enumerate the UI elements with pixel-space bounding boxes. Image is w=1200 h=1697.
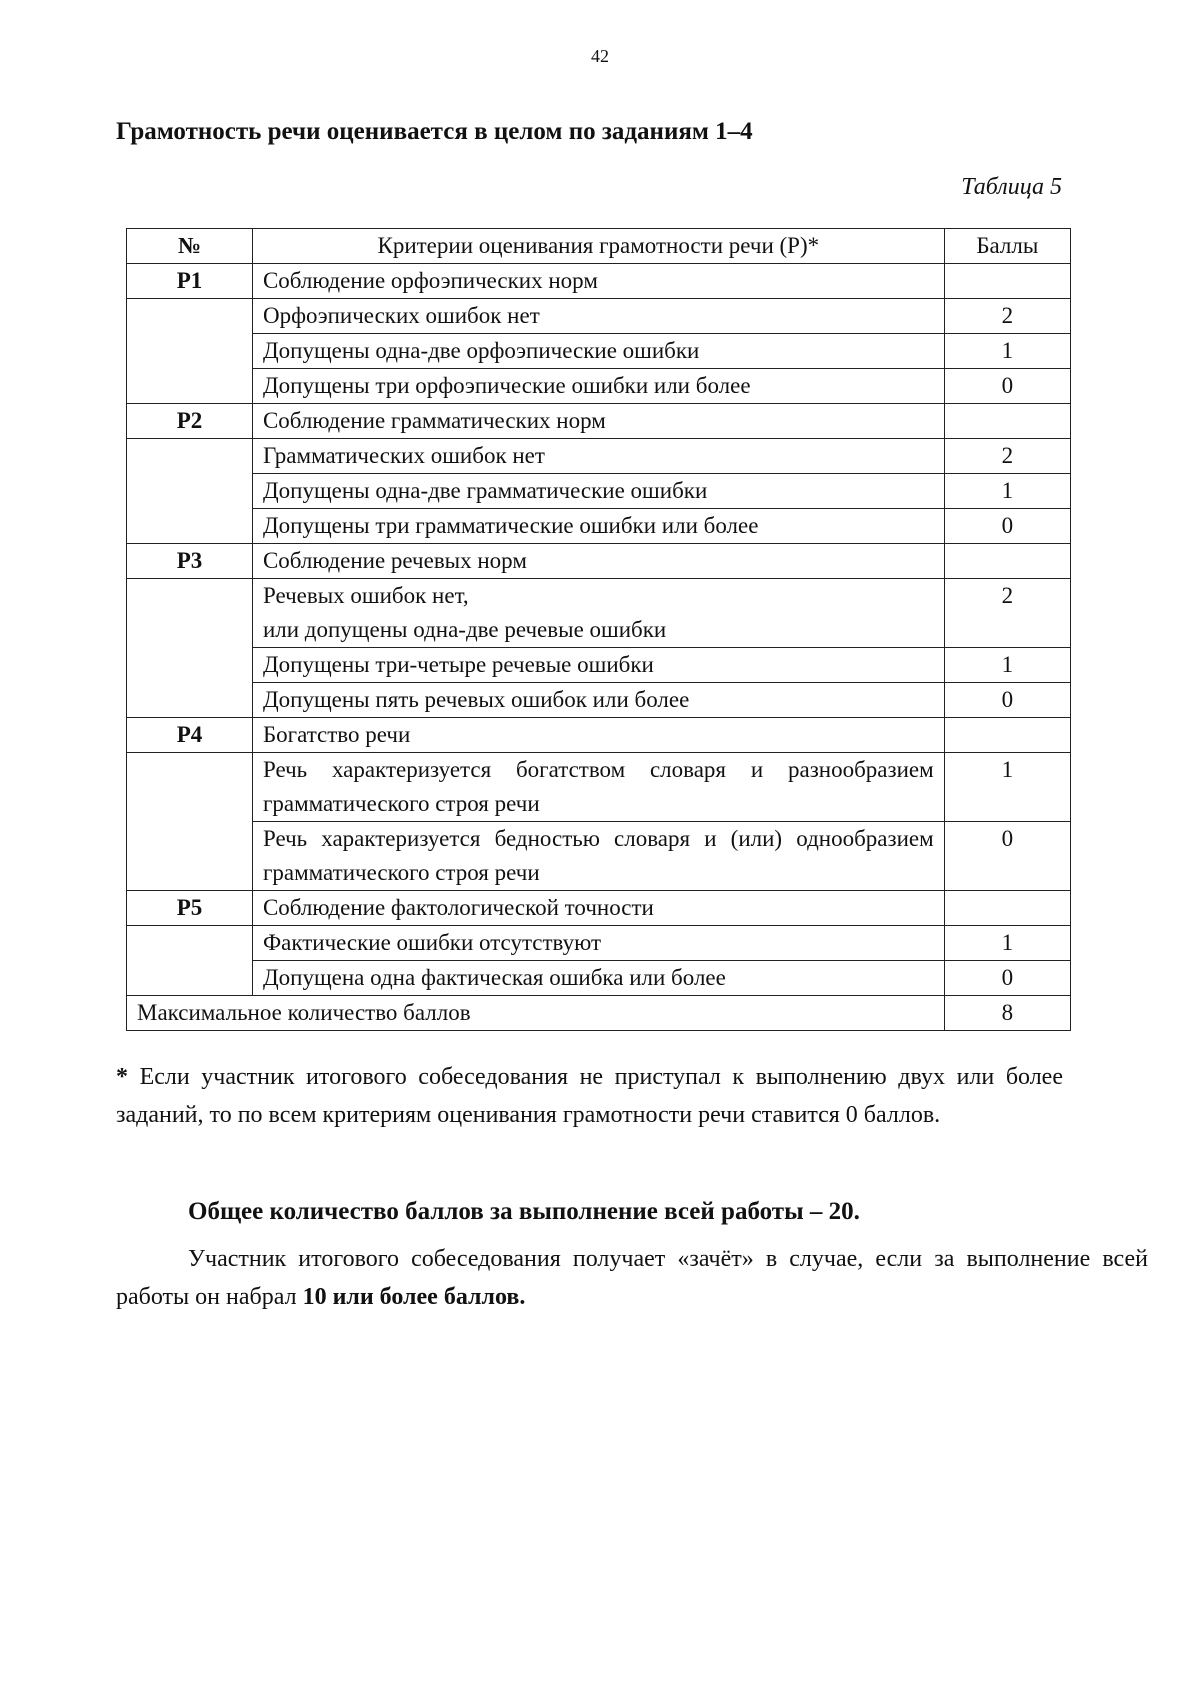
table-row (127, 579, 1071, 648)
criterion-text: Допущены три грамматические ошибки или более (252, 509, 944, 544)
group-code: Р2 (127, 404, 253, 439)
criterion-text: Фактические ошибки отсутствуют (252, 926, 944, 961)
table-row (127, 299, 1071, 334)
empty-num-cell (127, 439, 253, 544)
table-row (127, 822, 1071, 891)
criterion-text: Допущены три-четыре речевые ошибки (252, 648, 944, 683)
max-score-label: Максимальное количество баллов (127, 996, 945, 1031)
criterion-score: 0 (944, 369, 1070, 404)
total-score-line: Общее количество баллов за выполнение всей работы – 20. (188, 1198, 860, 1225)
group-score-empty (944, 891, 1070, 926)
footnote-text: Если участник итогового собеседования не приступал к выполнению двух или более заданий, то по всем критериям оценивания грамотности речи ставится 0 баллов. (116, 1064, 1063, 1128)
result-paragraph (116, 1240, 1148, 1316)
table-row (127, 509, 1071, 544)
criterion-score: 1 (944, 334, 1070, 369)
header-score: Баллы (944, 229, 1070, 264)
group-score-empty (944, 264, 1070, 299)
criterion-text: Допущены пять речевых ошибок или более (252, 683, 944, 718)
result-text: Участник итогового собеседования получает «зачёт» в случае, если за выполнение всей работы он набрал (116, 1246, 1148, 1310)
group-score-empty (944, 404, 1070, 439)
criterion-score: 2 (944, 439, 1070, 474)
table-row (127, 683, 1071, 718)
criterion-text-multiline (252, 579, 944, 648)
empty-num-cell (127, 753, 253, 891)
criterion-score: 2 (944, 299, 1070, 334)
table-row (127, 474, 1071, 509)
table-row (127, 753, 1071, 822)
criterion-text: Допущена одна фактическая ошибка или более (252, 961, 944, 996)
group-code: Р4 (127, 718, 253, 753)
criterion-text: Орфоэпических ошибок нет (252, 299, 944, 334)
empty-num-cell (127, 926, 253, 996)
max-score-row (127, 996, 1071, 1031)
table-row (127, 926, 1071, 961)
group-row-p3 (127, 544, 1071, 579)
criterion-score: 0 (944, 822, 1070, 891)
criterion-score: 1 (944, 753, 1070, 822)
table-row (127, 334, 1071, 369)
header-num: № (127, 229, 253, 264)
section-title: Грамотность речи оценивается в целом по заданиям 1–4 (116, 118, 753, 145)
empty-num-cell (127, 299, 253, 404)
table-row (127, 439, 1071, 474)
group-row-p4 (127, 718, 1071, 753)
group-title: Соблюдение грамматических норм (252, 404, 944, 439)
criterion-text-line1: Речевых ошибок нет, (262, 583, 469, 608)
page-number: 42 (591, 46, 609, 66)
group-score-empty (944, 718, 1070, 753)
criterion-text: Допущены одна-две грамматические ошибки (252, 474, 944, 509)
group-row-p5 (127, 891, 1071, 926)
group-title: Богатство речи (252, 718, 944, 753)
group-row-p1 (127, 264, 1071, 299)
criterion-text: Допущены одна-две орфоэпические ошибки (252, 334, 944, 369)
criteria-table (126, 228, 1071, 1031)
result-bold: 10 или более баллов. (302, 1284, 526, 1310)
criterion-score: 0 (944, 509, 1070, 544)
criterion-score: 1 (944, 648, 1070, 683)
empty-num-cell (127, 579, 253, 718)
group-title: Соблюдение орфоэпических норм (252, 264, 944, 299)
group-title: Соблюдение речевых норм (252, 544, 944, 579)
criterion-text: Грамматических ошибок нет (252, 439, 944, 474)
max-score-value: 8 (944, 996, 1070, 1031)
group-score-empty (944, 544, 1070, 579)
criterion-score: 1 (944, 926, 1070, 961)
footnote-star: * (116, 1064, 128, 1090)
group-title: Соблюдение фактологической точности (252, 891, 944, 926)
group-code: Р5 (127, 891, 253, 926)
group-code: Р1 (127, 264, 253, 299)
criterion-text: Речь характеризуется богатством словаря и разнообразием грамматического строя речи (252, 753, 944, 822)
table-row (127, 369, 1071, 404)
criterion-text: Речь характеризуется бедностью словаря и (или) однообразием грамматического строя речи (252, 822, 944, 891)
criterion-score: 2 (944, 579, 1070, 648)
table-header-row (127, 229, 1071, 264)
table-row (127, 648, 1071, 683)
header-criteria: Критерии оценивания грамотности речи (Р)* (252, 229, 944, 264)
criterion-text: Допущены три орфоэпические ошибки или более (252, 369, 944, 404)
footnote (116, 1058, 1063, 1134)
group-code: Р3 (127, 544, 253, 579)
criterion-score: 1 (944, 474, 1070, 509)
criterion-score: 0 (944, 683, 1070, 718)
table-caption: Таблица 5 (961, 174, 1062, 200)
criterion-text-line2: или допущены одна-две речевые ошибки (262, 617, 667, 642)
table-row (127, 961, 1071, 996)
group-row-p2 (127, 404, 1071, 439)
criterion-score: 0 (944, 961, 1070, 996)
